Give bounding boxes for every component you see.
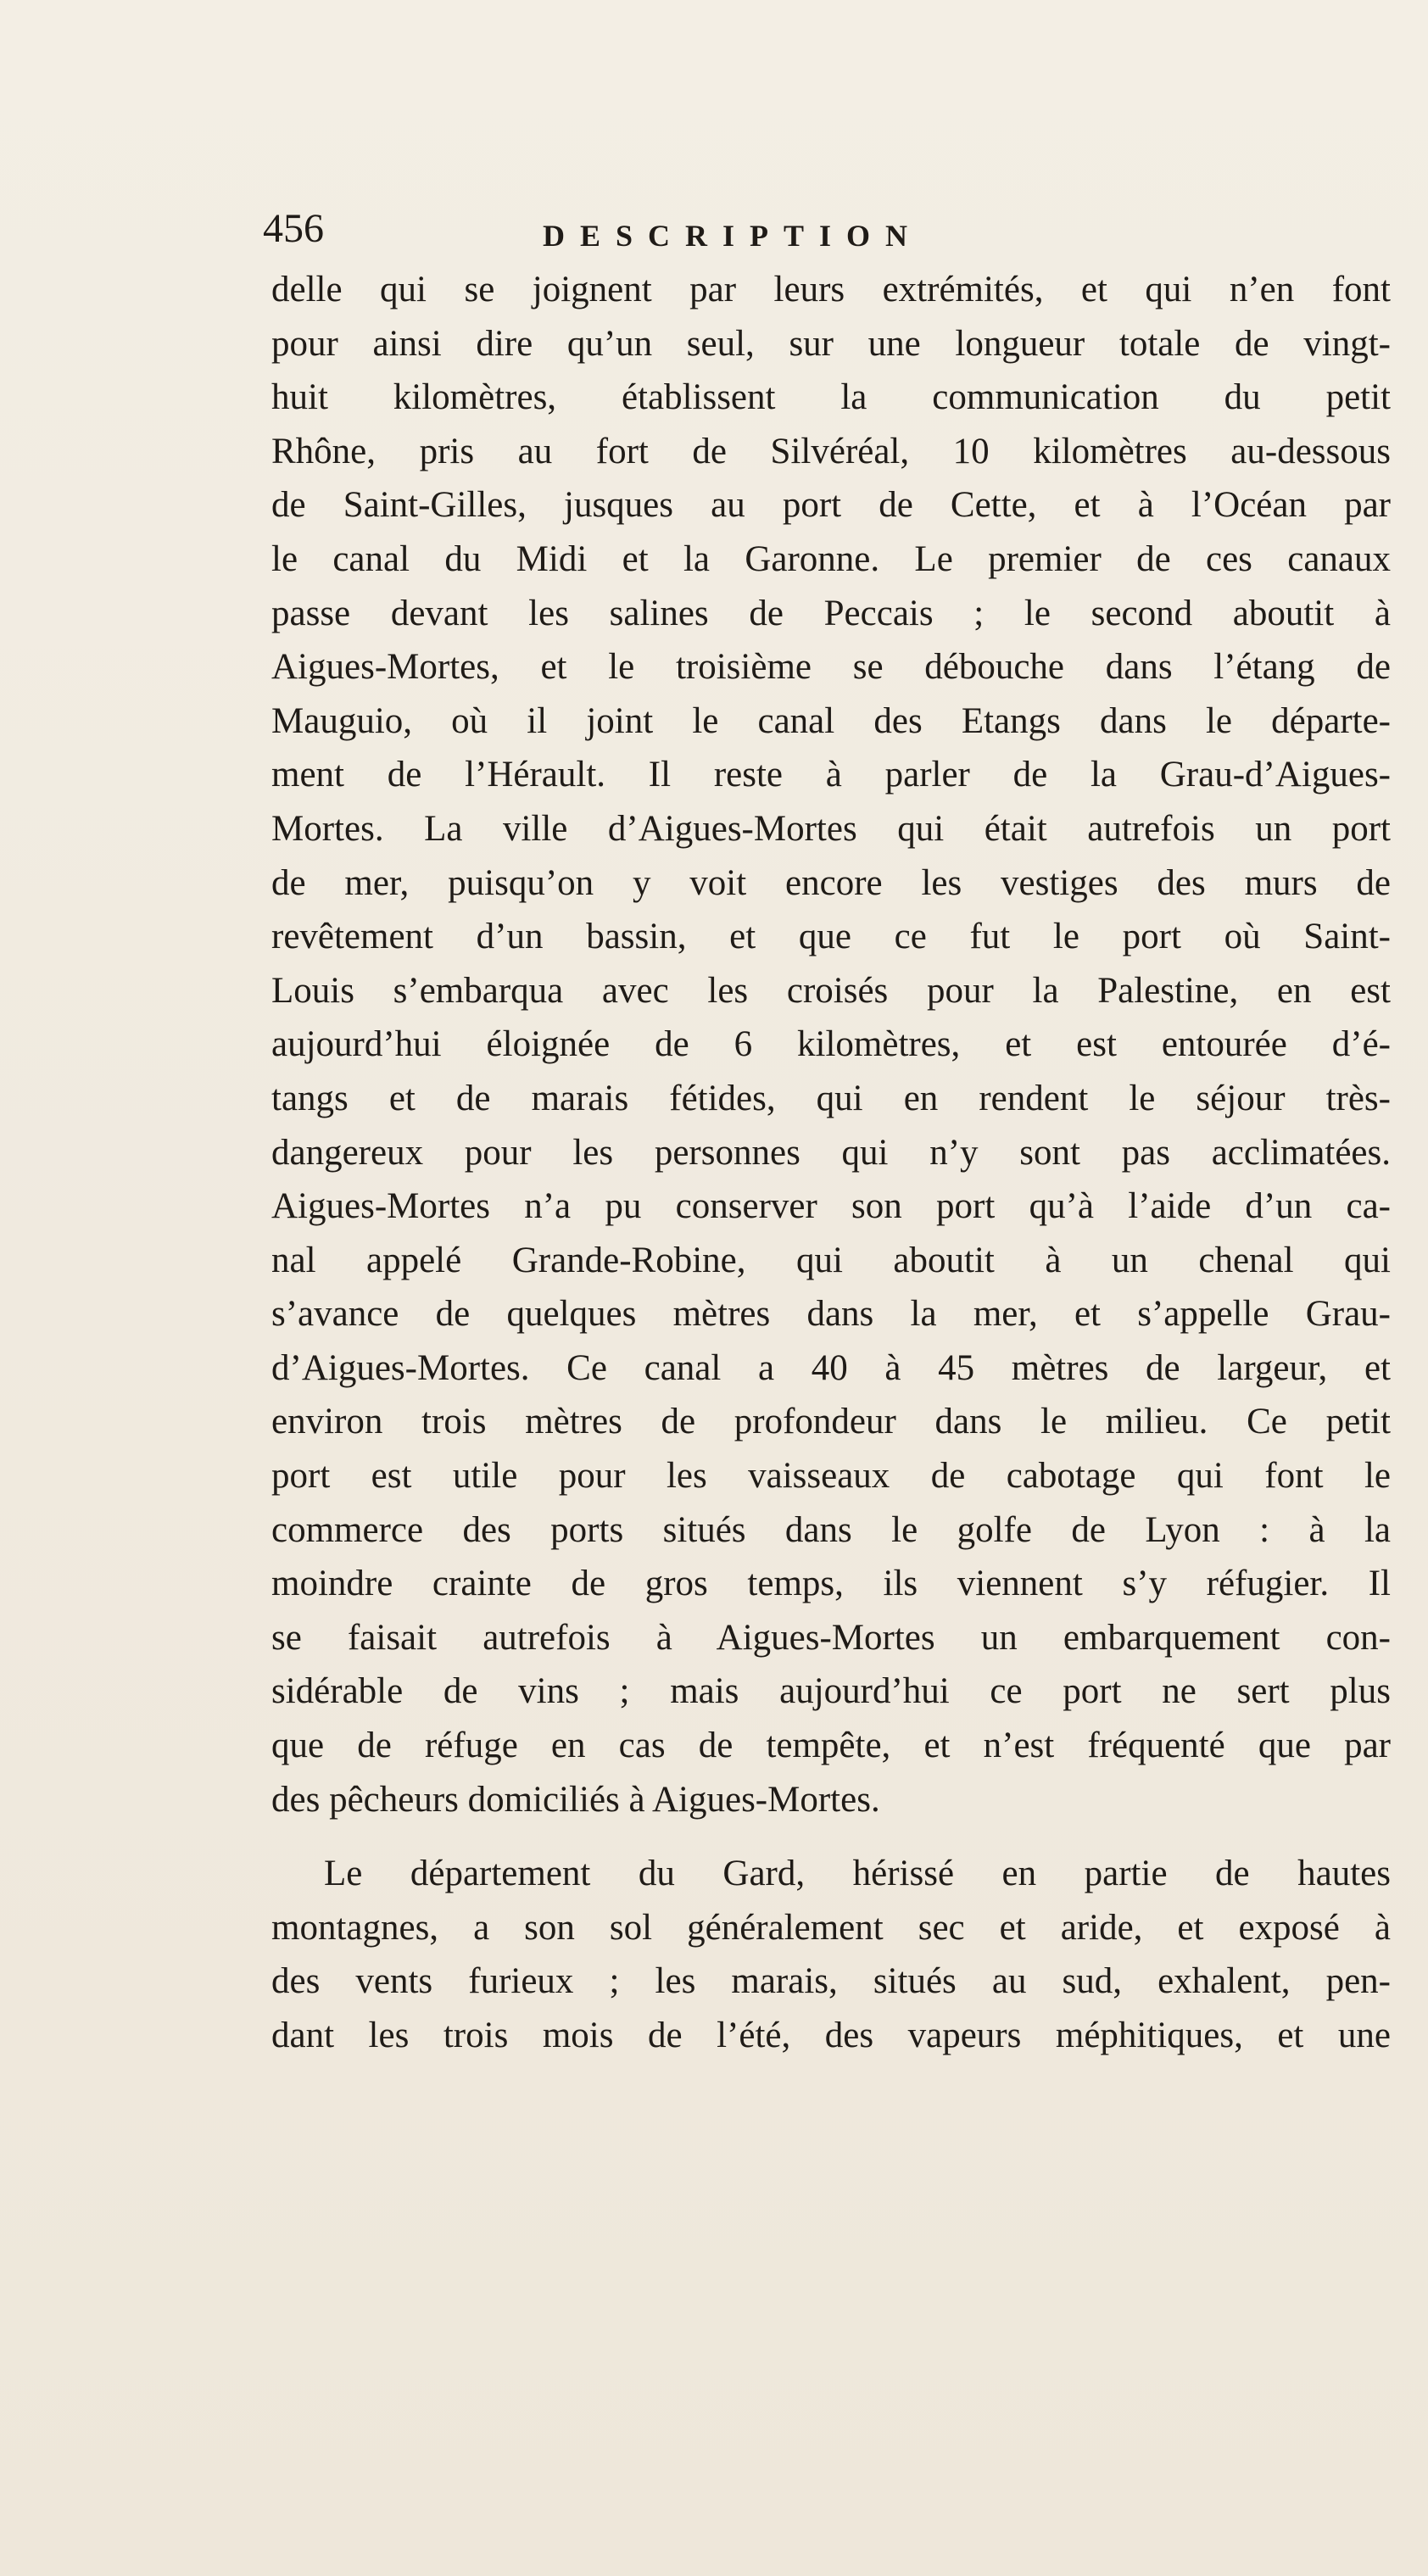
- text-line-20: s’avance de quelques mètres dans la mer, et s’appelle Grau-: [271, 1294, 1391, 1335]
- text-line-24: commerce des ports situés dans le golfe de Lyon : à la: [271, 1509, 1391, 1550]
- text-line-23: port est utile pour les vaisseaux de cabotage qui font le: [271, 1456, 1391, 1497]
- text-line-28: que de réfuge en cas de tempête, et n’est fréquenté que par: [271, 1726, 1391, 1766]
- text-line-2: pour ainsi dire qu’un seul, sur une longueur totale de vingt-: [271, 323, 1391, 364]
- page-number: 456: [263, 206, 324, 251]
- body-text: [271, 263, 1391, 2063]
- text-line-13: revêtement d’un bassin, et que ce fut le port où Saint-: [271, 917, 1391, 957]
- text-line-33: dant les trois mois de l’été, des vapeurs méphitiques, et une: [271, 2016, 1391, 2055]
- text-line-6: le canal du Midi et la Garonne. Le premier de ces canaux: [271, 538, 1391, 579]
- text-line-30: Le département du Gard, hérissé en partie de hautes: [324, 1854, 1391, 1894]
- text-line-31: montagnes, a son sol généralement sec et aride, et exposé à: [271, 1907, 1391, 1948]
- text-line-18: Aigues-Mortes n’a pu conserver son port qu’à l’aide d’un ca-: [271, 1186, 1391, 1227]
- text-line-5: de Saint-Gilles, jusques au port de Cette, et à l’Océan par: [271, 485, 1391, 526]
- text-line-25: moindre crainte de gros temps, ils viennent s’y réfugier. Il: [271, 1564, 1391, 1604]
- text-line-4: Rhône, pris au fort de Silvéréal, 10 kilomètres au-dessous: [271, 431, 1391, 471]
- running-head: DESCRIPTION: [543, 219, 923, 253]
- text-line-12: de mer, puisqu’on y voit encore les vestiges des murs de: [271, 862, 1391, 903]
- text-line-29: des pêcheurs domiciliés à Aigues-Mortes.: [271, 1779, 880, 1820]
- text-line-27: sidérable de vins ; mais aujourd’hui ce port ne sert plus: [271, 1671, 1391, 1712]
- text-line-32: des vents furieux ; les marais, situés au sud, exhalent, pen-: [271, 1961, 1391, 2002]
- text-line-8: Aigues-Mortes, et le troisième se débouche dans l’étang de: [271, 647, 1391, 688]
- text-line-7: passe devant les salines de Peccais ; le second aboutit à: [271, 593, 1391, 633]
- text-line-22: environ trois mètres de profondeur dans le milieu. Ce petit: [271, 1402, 1391, 1442]
- text-line-1: delle qui se joignent par leurs extrémités, et qui n’en font: [271, 270, 1391, 309]
- text-line-17: dangereux pour les personnes qui n’y sont pas acclimatées.: [271, 1132, 1391, 1173]
- text-line-26: se faisait autrefois à Aigues-Mortes un embarquement con-: [271, 1617, 1391, 1658]
- text-line-19: nal appelé Grande-Robine, qui aboutit à un chenal qui: [271, 1240, 1391, 1280]
- text-line-14: Louis s’embarqua avec les croisés pour la Palestine, en est: [271, 970, 1391, 1011]
- text-line-11: Mortes. La ville d’Aigues-Mortes qui était autrefois un port: [271, 808, 1391, 849]
- text-line-9: Mauguio, où il joint le canal des Etangs dans le départe-: [271, 700, 1391, 741]
- text-line-21: d’Aigues-Mortes. Ce canal a 40 à 45 mètres de largeur, et: [271, 1347, 1391, 1388]
- text-line-16: tangs et de marais fétides, qui en rendent le séjour très-: [271, 1078, 1391, 1118]
- text-line-15: aujourd’hui éloignée de 6 kilomètres, et est entourée d’é-: [271, 1024, 1391, 1065]
- text-line-10: ment de l’Hérault. Il reste à parler de la Grau-d’Aigues-: [271, 755, 1391, 795]
- text-line-3: huit kilomètres, établissent la communication du petit: [271, 377, 1391, 418]
